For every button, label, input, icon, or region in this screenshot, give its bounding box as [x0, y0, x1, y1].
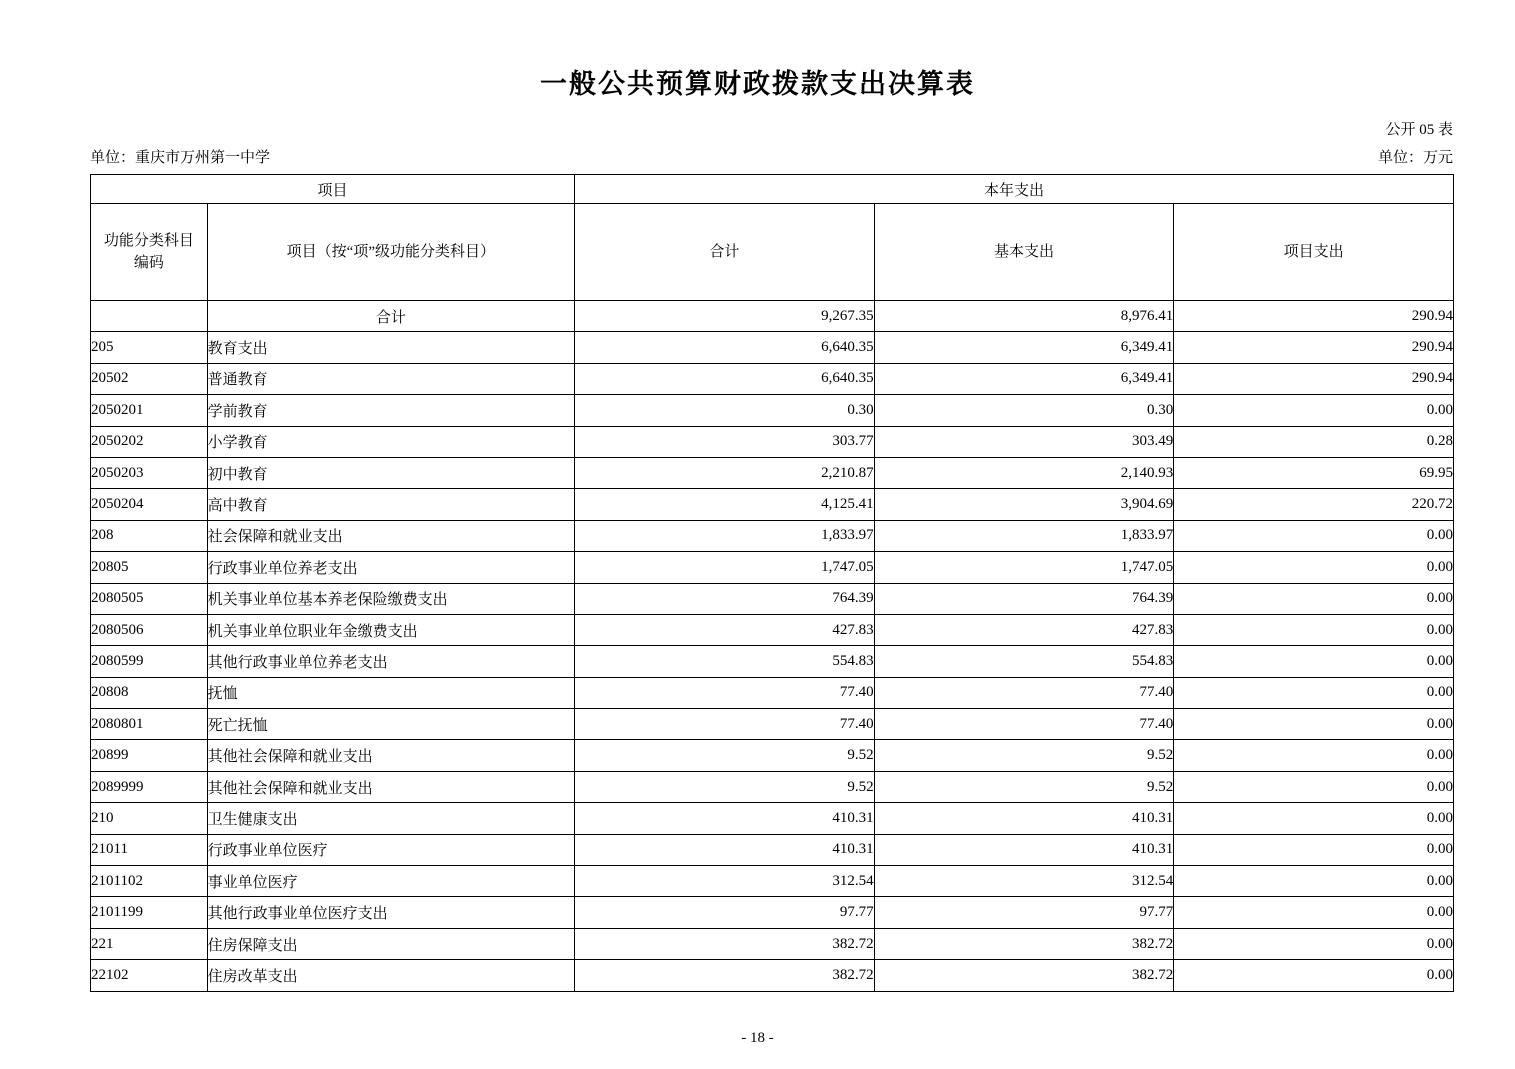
cell-total: 6,640.35 [575, 332, 875, 363]
cell-project: 0.00 [1174, 960, 1454, 991]
cell-code: 2080506 [91, 614, 208, 645]
cell-project: 290.94 [1174, 301, 1454, 332]
table-row [91, 520, 1454, 551]
cell-name: 机关事业单位基本养老保险缴费支出 [207, 583, 574, 614]
cell-name: 小学教育 [207, 426, 574, 457]
budget-expenditure-table [90, 174, 1454, 992]
form-code-label: 公开 05 表 [1385, 122, 1453, 138]
cell-basic: 77.40 [874, 677, 1174, 708]
table-row [91, 457, 1454, 488]
cell-code: 2101199 [91, 897, 208, 928]
cell-code: 2050203 [91, 457, 208, 488]
cell-project: 0.00 [1174, 552, 1454, 583]
cell-name: 行政事业单位养老支出 [207, 552, 574, 583]
cell-basic: 382.72 [874, 960, 1174, 991]
cell-code: 20808 [91, 677, 208, 708]
cell-name: 普通教育 [207, 363, 574, 394]
cell-total: 382.72 [575, 960, 875, 991]
table-row [91, 960, 1454, 991]
table-row [91, 395, 1454, 426]
cell-name: 社会保障和就业支出 [207, 520, 574, 551]
column-header-code-line1: 功能分类科目 [103, 233, 194, 249]
cell-name: 死亡抚恤 [207, 709, 574, 740]
cell-total: 97.77 [575, 897, 875, 928]
column-header-total: 合计 [575, 204, 875, 301]
table-row [91, 709, 1454, 740]
cell-name: 其他行政事业单位养老支出 [207, 646, 574, 677]
cell-project: 220.72 [1174, 489, 1454, 520]
cell-project: 0.00 [1174, 771, 1454, 802]
cell-basic: 1,833.97 [874, 520, 1174, 551]
cell-name: 住房保障支出 [207, 928, 574, 959]
cell-basic: 410.31 [874, 834, 1174, 865]
cell-basic: 3,904.69 [874, 489, 1174, 520]
cell-basic: 9.52 [874, 771, 1174, 802]
cell-code: 20899 [91, 740, 208, 771]
cell-project: 0.00 [1174, 583, 1454, 614]
cell-basic: 2,140.93 [874, 457, 1174, 488]
table-row [91, 866, 1454, 897]
cell-basic: 0.30 [874, 395, 1174, 426]
cell-name: 住房改革支出 [207, 960, 574, 991]
cell-total: 554.83 [575, 646, 875, 677]
cell-name: 抚恤 [207, 677, 574, 708]
table-row [91, 897, 1454, 928]
group-header-current-year: 本年支出 [575, 175, 1454, 204]
group-header-item: 项目 [91, 175, 575, 204]
table-column-header-row [91, 204, 1454, 301]
cell-code: 2080599 [91, 646, 208, 677]
cell-project: 0.00 [1174, 520, 1454, 551]
cell-name: 教育支出 [207, 332, 574, 363]
column-header-code [91, 204, 208, 301]
cell-project: 0.00 [1174, 803, 1454, 834]
page-title: 一般公共预算财政拨款支出决算表 [540, 69, 975, 99]
amount-unit-label: 单位：万元 [1377, 150, 1453, 166]
cell-total: 410.31 [575, 834, 875, 865]
cell-code: 2101102 [91, 866, 208, 897]
column-header-code-line2: 编码 [133, 255, 164, 271]
cell-total: 0.30 [575, 395, 875, 426]
table-row [91, 834, 1454, 865]
table-row [91, 552, 1454, 583]
cell-project: 290.94 [1174, 363, 1454, 394]
cell-basic: 764.39 [874, 583, 1174, 614]
table-group-header-row [91, 175, 1454, 204]
cell-name: 合计 [207, 301, 574, 332]
cell-total: 77.40 [575, 677, 875, 708]
table-row [91, 771, 1454, 802]
cell-basic: 554.83 [874, 646, 1174, 677]
cell-code: 20805 [91, 552, 208, 583]
cell-total: 382.72 [575, 928, 875, 959]
table-row [91, 489, 1454, 520]
cell-project: 0.28 [1174, 426, 1454, 457]
cell-total: 427.83 [575, 614, 875, 645]
cell-total: 9.52 [575, 740, 875, 771]
cell-project: 0.00 [1174, 614, 1454, 645]
cell-code [91, 301, 208, 332]
table-row [91, 740, 1454, 771]
cell-total: 2,210.87 [575, 457, 875, 488]
table-row [91, 803, 1454, 834]
cell-code: 205 [91, 332, 208, 363]
cell-basic: 77.40 [874, 709, 1174, 740]
cell-code: 2089999 [91, 771, 208, 802]
table-body [91, 301, 1454, 992]
cell-code: 2080505 [91, 583, 208, 614]
cell-code: 208 [91, 520, 208, 551]
cell-project: 0.00 [1174, 709, 1454, 740]
cell-total: 9.52 [575, 771, 875, 802]
cell-name: 行政事业单位医疗 [207, 834, 574, 865]
cell-basic: 382.72 [874, 928, 1174, 959]
cell-code: 21011 [91, 834, 208, 865]
meta-row [90, 146, 1453, 167]
cell-basic: 303.49 [874, 426, 1174, 457]
cell-name: 其他行政事业单位医疗支出 [207, 897, 574, 928]
cell-code: 221 [91, 928, 208, 959]
cell-basic: 6,349.41 [874, 332, 1174, 363]
cell-project: 0.00 [1174, 897, 1454, 928]
cell-name: 初中教育 [207, 457, 574, 488]
cell-code: 2050202 [91, 426, 208, 457]
cell-basic: 97.77 [874, 897, 1174, 928]
cell-project: 0.00 [1174, 928, 1454, 959]
cell-name: 机关事业单位职业年金缴费支出 [207, 614, 574, 645]
cell-code: 210 [91, 803, 208, 834]
cell-code: 22102 [91, 960, 208, 991]
cell-name: 卫生健康支出 [207, 803, 574, 834]
table-row [91, 583, 1454, 614]
cell-basic: 427.83 [874, 614, 1174, 645]
cell-project: 0.00 [1174, 834, 1454, 865]
cell-basic: 1,747.05 [874, 552, 1174, 583]
table-row [91, 646, 1454, 677]
table-row [91, 677, 1454, 708]
cell-project: 290.94 [1174, 332, 1454, 363]
unit-label: 单位：重庆市万州第一中学 [90, 150, 271, 166]
cell-project: 0.00 [1174, 866, 1454, 897]
cell-project: 0.00 [1174, 677, 1454, 708]
cell-basic: 410.31 [874, 803, 1174, 834]
column-header-basic: 基本支出 [874, 204, 1174, 301]
cell-total: 9,267.35 [575, 301, 875, 332]
cell-project: 69.95 [1174, 457, 1454, 488]
cell-name: 其他社会保障和就业支出 [207, 771, 574, 802]
table-row [91, 426, 1454, 457]
cell-total: 764.39 [575, 583, 875, 614]
table-row [91, 301, 1454, 332]
table-row [91, 363, 1454, 394]
cell-basic: 8,976.41 [874, 301, 1174, 332]
cell-total: 4,125.41 [575, 489, 875, 520]
cell-name: 学前教育 [207, 395, 574, 426]
cell-total: 303.77 [575, 426, 875, 457]
page-number: - 18 - [741, 1030, 774, 1046]
cell-project: 0.00 [1174, 740, 1454, 771]
cell-name: 事业单位医疗 [207, 866, 574, 897]
cell-total: 77.40 [575, 709, 875, 740]
table-row [91, 332, 1454, 363]
cell-basic: 6,349.41 [874, 363, 1174, 394]
cell-basic: 9.52 [874, 740, 1174, 771]
table-row [91, 928, 1454, 959]
column-header-project: 项目支出 [1174, 204, 1454, 301]
cell-total: 1,833.97 [575, 520, 875, 551]
cell-basic: 312.54 [874, 866, 1174, 897]
cell-total: 1,747.05 [575, 552, 875, 583]
cell-name: 其他社会保障和就业支出 [207, 740, 574, 771]
cell-name: 高中教育 [207, 489, 574, 520]
cell-code: 20502 [91, 363, 208, 394]
cell-project: 0.00 [1174, 646, 1454, 677]
table-row [91, 614, 1454, 645]
cell-project: 0.00 [1174, 395, 1454, 426]
cell-code: 2050201 [91, 395, 208, 426]
cell-total: 410.31 [575, 803, 875, 834]
column-header-name: 项目（按“项”级功能分类科目） [207, 204, 574, 301]
table-head [91, 175, 1454, 301]
cell-code: 2050204 [91, 489, 208, 520]
cell-total: 312.54 [575, 866, 875, 897]
cell-total: 6,640.35 [575, 363, 875, 394]
cell-code: 2080801 [91, 709, 208, 740]
